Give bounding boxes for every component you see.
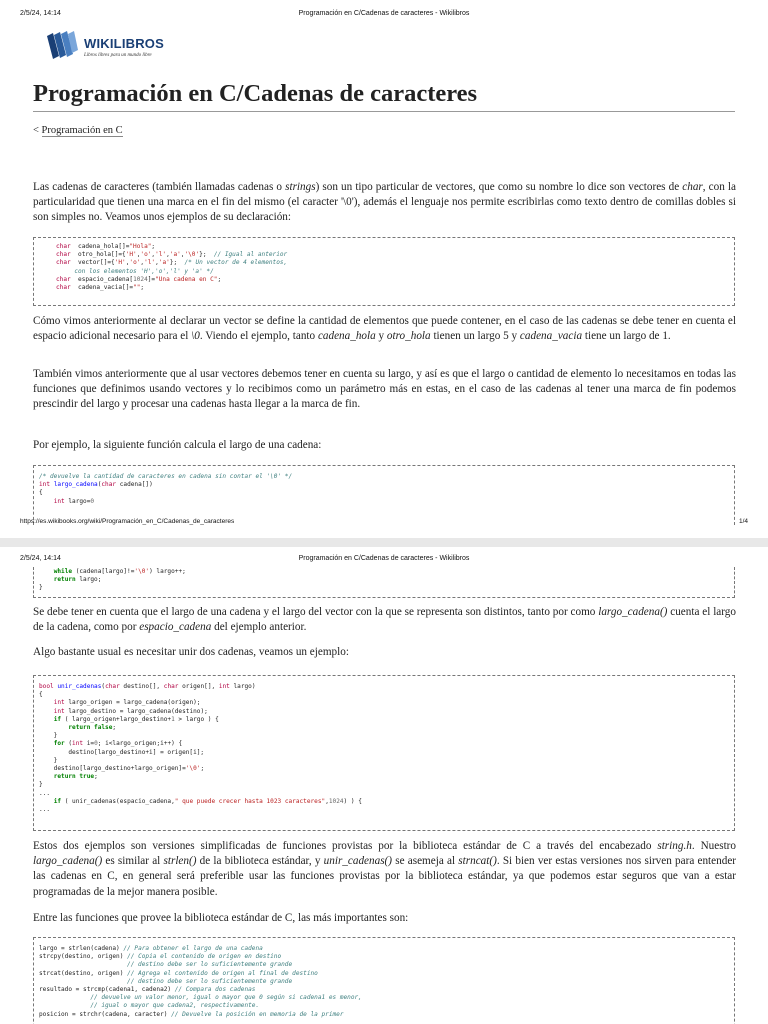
code-line: } <box>39 781 43 789</box>
code-line: return false; <box>68 724 117 732</box>
code-line: return largo; <box>53 576 102 584</box>
print-footer <box>20 518 748 530</box>
paragraph-concat-intro: Algo bastante usual es necesitar unir dos cadenas, veamos un ejemplo: <box>33 646 349 658</box>
code-line: } <box>39 732 58 740</box>
code-line: largo = strlen(cadena) // Para obtener el largo de una cadena <box>39 945 263 952</box>
text-emphasis: char <box>682 181 703 193</box>
text-run: tienen un largo 5 y <box>430 330 520 343</box>
code-line: for (int i=0; i<largo_origen;i++) { <box>53 740 183 748</box>
code-line: return true; <box>53 773 98 781</box>
code-line: destino[largo_destino+largo_origen]='\0'; <box>39 765 205 773</box>
logo-tagline: Libros libres para un mundo libre <box>84 53 152 58</box>
paragraph-intro <box>33 180 736 226</box>
books-logo-icon <box>44 28 80 64</box>
code-line: strcpy(destino, origen) // Copia el contenido de origen en destino <box>39 953 282 961</box>
paragraph-vectors: También vimos anteriormente que al usar vectores debemos tener en cuenta su largo, y así es que el largo o cantidad de elemento lo necesitamos en todas las funciones que definimos usando vectores y lo recibimos como un parámetro más en estas, en el caso de las cadenas al tener una marca de fin podemos prescindir del largo y procesar una cadenas hasta llegar a la marca de fin. <box>33 368 736 411</box>
code-listing <box>56 243 734 292</box>
paragraph-example-intro: Por ejemplo, la siguiente función calcula el largo de una cadena: <box>33 439 322 451</box>
code-line: int largo=0 <box>53 497 95 505</box>
text-emphasis: strlen() <box>163 855 197 868</box>
code-line: { <box>39 691 43 699</box>
code-line: strcat(destino, origen) // Agrega el contenido de origen al final de destino <box>39 969 318 977</box>
code-line: char cadena_vacia[]=""; <box>56 284 145 292</box>
breadcrumb-prefix: < <box>33 125 42 136</box>
paragraph-length <box>33 314 736 344</box>
code-line: con los elementos 'H','o','l' y 'a' */ <box>56 267 214 275</box>
text-emphasis: strncat() <box>458 855 497 868</box>
paragraph-functions-intro: Entre las funciones que provee la biblioteca estándar de C, las más importantes son: <box>33 912 409 924</box>
text-emphasis: cadena_hola <box>317 330 376 343</box>
code-line: ... <box>39 789 51 797</box>
code-line: while (cadena[largo]!='\0') largo++; <box>53 568 186 575</box>
page-title: Programación en C/Cadenas de caracteres <box>33 78 735 112</box>
code-line: /* devuelve la cantidad de caracteres en cadena sin contar el '\0' */ <box>39 473 293 480</box>
code-line: posicion = strchr(cadena, caracter) // Devuelve la posición en memoria de la primer <box>39 1010 344 1018</box>
text-run: tiene un largo de 1. <box>582 330 671 343</box>
code-line: int largo_cadena(char cadena[]) <box>39 481 153 489</box>
text-run: , con la particularidad que tienen una marca en el fin del mismo (el caracter '\0'), además el lenguaje nos permite escribirlas como texto dentro de comillas dobles si son simples no. Veamos unos ejemplos de su declaración: <box>33 181 736 224</box>
code-block-largo-part1 <box>33 465 735 525</box>
code-block-largo-part2 <box>33 567 735 598</box>
print-page-number: 1/4 <box>738 518 748 525</box>
text-run: Se debe tener en cuenta que el largo de una cadena y el largo del vector con la que se representa son distintos, tanto por como <box>33 606 599 618</box>
code-line: destino[largo_destino+i] = origen[i]; <box>39 748 205 756</box>
code-listing <box>39 683 734 814</box>
code-block-declarations <box>33 237 735 306</box>
paragraph-length-note <box>33 605 736 635</box>
code-line: } <box>39 756 58 764</box>
code-line: char cadena_hola[]="Hola"; <box>56 243 156 250</box>
text-emphasis: largo_cadena() <box>598 606 668 618</box>
code-listing <box>39 568 734 593</box>
code-line: } <box>39 584 43 592</box>
text-emphasis: \0 <box>191 330 200 343</box>
code-line: // devuelve un valor menor, igual o mayor que 0 según si cadena1 es menor, <box>39 994 362 1002</box>
code-block-string-functions <box>33 937 735 1024</box>
print-date: 2/5/24, 14:14 <box>20 10 61 17</box>
code-line: char otro_hola[]={'H','o','l','a','\0'}; // Igual al anterior <box>56 251 288 259</box>
text-run: Cómo vimos anteriormente al declarar un vector se define la cantidad de elementos que puede contener, en el caso de las cadenas se debe tener en cuenta el espacio adicional necesario para el <box>33 315 736 343</box>
code-line: char espacio_cadena[1024]="Una cadena en C"; <box>56 275 222 283</box>
breadcrumb-link[interactable]: Programación en C <box>41 125 123 136</box>
code-line: int largo_origen = largo_cadena(origen); <box>53 699 201 707</box>
logo-wordmark: WIKILIBROS <box>84 36 164 51</box>
code-listing <box>39 945 734 1019</box>
code-line: int largo_destino = largo_cadena(destino); <box>53 707 208 715</box>
text-run: y <box>375 330 387 343</box>
code-line: bool unir_cadenas(char destino[], char origen[], int largo) <box>39 683 256 690</box>
text-run: . Viendo el ejemplo, tanto <box>199 330 318 343</box>
code-line: ... <box>39 806 51 814</box>
text-emphasis: otro_hola <box>386 330 431 343</box>
code-line: if ( unir_cadenas(espacio_cadena," que puede crecer hasta 1023 caracteres",1024) ) { <box>53 797 362 805</box>
text-emphasis: string.h <box>657 840 692 852</box>
text-run: Las cadenas de caracteres (también llamadas cadenas o <box>33 181 286 193</box>
code-listing <box>39 473 734 506</box>
print-url: https://es.wikibooks.org/wiki/Programación_en_C/Cadenas_de_caracteres <box>20 518 235 525</box>
breadcrumb <box>33 125 123 136</box>
text-emphasis: espacio_cadena <box>139 621 212 634</box>
print-header <box>20 10 748 22</box>
print-header <box>20 555 748 567</box>
text-emphasis: cadena_vacia <box>519 330 583 343</box>
code-line: resultado = strcmp(cadena1, cadena2) // Compara dos cadenas <box>39 986 256 994</box>
text-run: cuenta el largo de la cadena, como por <box>33 606 736 634</box>
print-title: Programación en C/Cadenas de caracteres - Wikilibros <box>298 555 470 562</box>
print-page-2 <box>0 547 768 1024</box>
text-emphasis: unir_cadenas() <box>323 855 393 868</box>
code-line: // igual o mayor que cadena2, respectivamente. <box>39 1002 260 1010</box>
code-line: { <box>39 489 43 497</box>
code-block-unir-cadenas <box>33 675 735 831</box>
text-run: ) son un tipo particular de vectores, que como su nombre lo dice son vectores de <box>315 181 683 193</box>
print-title: Programación en C/Cadenas de caracteres - Wikilibros <box>298 10 470 17</box>
code-line: char vector[]={'H','o','l','a'}; /* Un vector de 4 elementos, <box>56 259 288 267</box>
text-run: es similar al <box>102 855 164 868</box>
text-run: . Nuestro <box>691 840 736 852</box>
text-emphasis: strings <box>285 181 316 193</box>
text-run: del ejemplo anterior. <box>211 621 307 634</box>
print-date: 2/5/24, 14:14 <box>20 555 61 562</box>
paragraph-stdlib <box>33 839 736 900</box>
text-run: de la biblioteca estándar, y <box>196 855 324 868</box>
text-run: Estos dos ejemplos son versiones simplificadas de funciones provistas por la biblioteca estándar de C a través del encabezado <box>33 840 658 852</box>
code-line: if ( largo_origen+largo_destino+1 > largo ) { <box>53 715 219 723</box>
text-emphasis: largo_cadena() <box>33 855 103 868</box>
code-line: // destino debe ser lo suficientemente grande <box>39 977 293 985</box>
code-line: // destino debe ser lo suficientemente grande <box>39 961 293 969</box>
text-run: se asemeja al <box>392 855 459 868</box>
text-run: . Si bien ver estas versiones nos sirven para entender las cadenas en C, en general será preferible usar las funciones provistas por la biblioteca estándar, ya que podemos estar seguros que van a estar programadas de la mejor manera posible. <box>33 855 737 898</box>
